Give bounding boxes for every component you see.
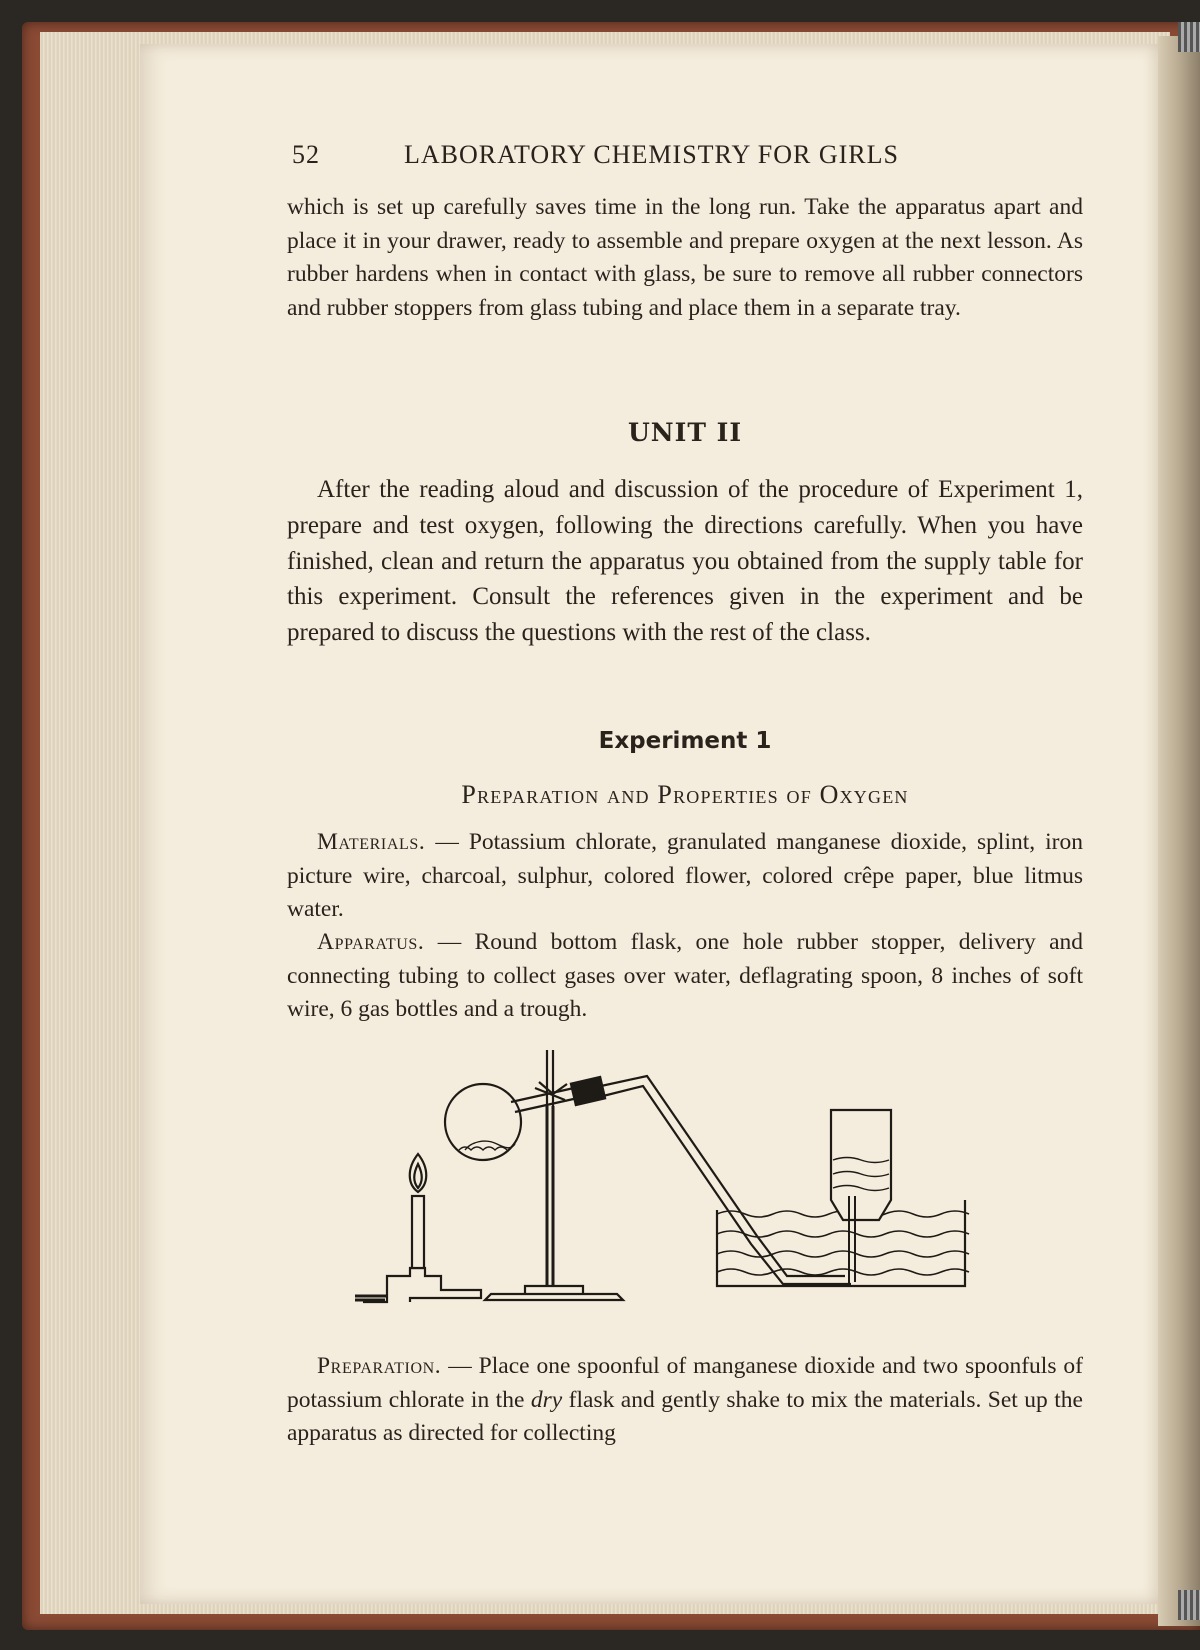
preparation-text-after: flask and gently shake to mix the materials. Set up the apparatus as directed for collecting: [287, 1386, 1083, 1446]
intro-paragraph: which is set up carefully saves time in the long run. Take the apparatus apart and place it in your drawer, ready to assemble and prepare oxygen at the next lesson. As rubber hardens when in contact with glass, be sure to remove all rubber connectors and rubber stoppers from glass tubing and place them in a separate tray.: [287, 194, 1083, 321]
experiment-heading: Experiment 1: [598, 728, 772, 754]
materials-label: Materials.: [317, 829, 426, 855]
running-title: LABORATORY CHEMISTRY FOR GIRLS: [404, 140, 899, 169]
unit-paragraph: [287, 472, 1083, 651]
headband-bottom: [1178, 1590, 1200, 1620]
experiment-title: Preparation and Properties of Oxygen: [461, 780, 909, 809]
delivery-tube-icon: [601, 1076, 851, 1284]
preparation-label: Preparation.: [317, 1353, 442, 1379]
preparation-text-before: — Place one spoonful of manganese dioxide and two spoonfuls of potassium chlorate in the: [287, 1353, 1084, 1413]
pneumatic-trough-icon: [717, 1110, 969, 1286]
book-gutter: [1158, 36, 1200, 1626]
materials-text: — Potassium chlorate, granulated manganese dioxide, splint, iron picture wire, charcoal, sulphur, colored flower, colored crêpe paper, blue litmus water.: [287, 829, 1084, 922]
page-number: 52: [292, 140, 320, 169]
bunsen-burner-icon: [355, 1154, 481, 1302]
materials-paragraph: [287, 826, 1083, 927]
unit-heading: UNIT II: [627, 418, 743, 447]
apparatus-paragraph: [287, 926, 1083, 1027]
preparation-emphasis: dry: [530, 1386, 563, 1413]
preparation-paragraph: [287, 1350, 1083, 1451]
round-flask-icon: [445, 1077, 605, 1160]
oxygen-apparatus-illustration: [355, 1050, 1025, 1340]
unit-paragraph-text: After the reading aloud and discussion of the procedure of Experiment 1, prepare and test oxygen, following the directions carefully. When you have finished, clean and return the apparatus you obtained from the supply table for this experiment. Consult the references given in the experiment and be prepared to discuss the questions with the rest of the class.: [287, 476, 1083, 647]
apparatus-text: — Round bottom flask, one hole rubber stopper, delivery and connecting tubing to collect gases over water, deflagrating spoon, 8 inches of soft wire, 6 gas bottles and a trough.: [287, 929, 1084, 1022]
headband-top: [1178, 22, 1200, 52]
apparatus-label: Apparatus.: [317, 929, 425, 955]
